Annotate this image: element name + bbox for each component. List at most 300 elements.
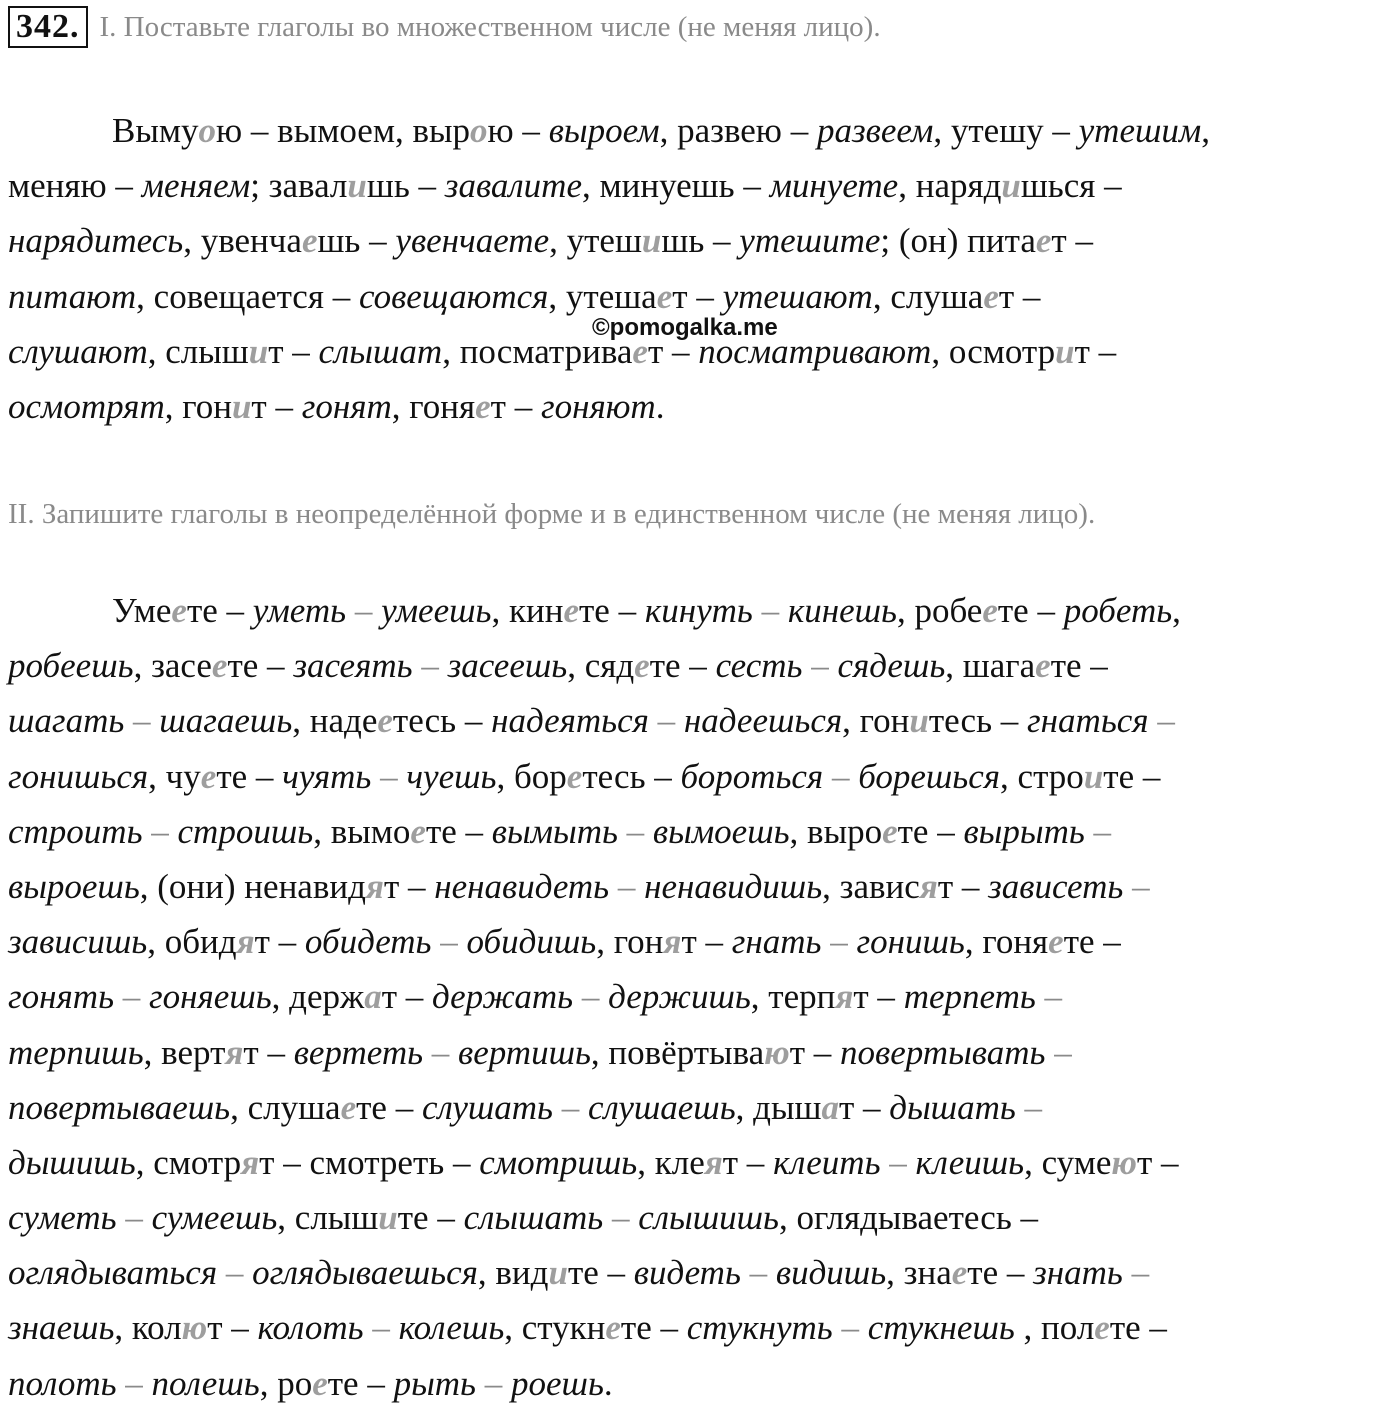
text-segment: – xyxy=(114,977,149,1017)
answer-word: борешься xyxy=(858,756,1001,796)
highlighted-vowel: е xyxy=(1094,1308,1110,1348)
exercise-number: 342. xyxy=(8,6,88,48)
answer-word: надеяться xyxy=(491,701,649,741)
highlighted-vowel: е xyxy=(171,591,187,630)
answer-word: ненавидеть xyxy=(434,866,610,906)
answer-word: гоняешь xyxy=(149,977,272,1017)
text-segment: , гоня xyxy=(391,386,476,426)
highlighted-vowel: я xyxy=(236,922,255,962)
answer-word: вертишь xyxy=(458,1032,591,1072)
highlighted-vowel: е xyxy=(1035,646,1051,686)
text-segment: , развею – xyxy=(659,111,817,150)
text-segment: – xyxy=(609,866,645,906)
answer-word: видеть xyxy=(633,1253,741,1293)
highlighted-vowel: е xyxy=(634,646,650,686)
text-segment: , утеш xyxy=(549,221,642,261)
text-segment: т – xyxy=(254,922,305,962)
text-segment: шь – xyxy=(366,166,445,206)
highlighted-vowel: и xyxy=(1083,756,1104,796)
text-segment: , слыш xyxy=(147,331,249,371)
highlighted-vowel: о xyxy=(470,111,488,150)
answer-word: рыть xyxy=(393,1363,476,1403)
text-segment: , слуша xyxy=(230,1087,341,1127)
text-segment: – xyxy=(617,811,653,851)
text-segment: т – xyxy=(1051,221,1093,261)
answer-word: утешим xyxy=(1078,111,1202,150)
text-segment: , завис xyxy=(822,866,920,906)
answer-word: оглядываться xyxy=(8,1253,218,1293)
answer-word: колоть xyxy=(257,1308,364,1348)
text-segment: те – xyxy=(1109,1308,1167,1348)
text-segment: т – xyxy=(647,331,699,371)
text-segment: – xyxy=(476,1363,511,1403)
highlighted-vowel: е xyxy=(312,1363,328,1403)
text-segment: , кин xyxy=(491,591,564,630)
answer-word: держишь xyxy=(608,977,751,1017)
answer-word: минуете xyxy=(769,166,899,206)
answer-word: слышишь xyxy=(638,1198,779,1238)
highlighted-vowel: е xyxy=(882,811,898,851)
answer-part-1 xyxy=(8,103,1396,434)
text-line xyxy=(8,1135,1396,1190)
answer-word: развеем xyxy=(816,111,934,150)
answer-word: шагать xyxy=(8,701,125,741)
answer-word: ненавидишь xyxy=(644,866,823,906)
text-segment: меняю – xyxy=(8,166,142,206)
text-segment: , наде xyxy=(292,701,378,741)
text-segment: те – xyxy=(1103,756,1161,796)
text-segment: т – xyxy=(672,276,723,316)
text-segment: , чу xyxy=(148,756,201,796)
text-line xyxy=(8,1080,1396,1135)
text-segment: , выро xyxy=(789,811,883,851)
answer-word: умеешь xyxy=(381,591,492,630)
highlighted-vowel: а xyxy=(364,977,382,1017)
text-segment: – xyxy=(346,591,382,630)
text-segment: – xyxy=(880,1142,916,1182)
text-segment: , гон xyxy=(164,386,232,426)
text-segment: те – xyxy=(997,591,1064,630)
text-segment: , слуша xyxy=(872,276,984,316)
text-segment: тесь – xyxy=(392,701,492,741)
text-segment: , оглядываетесь – xyxy=(778,1198,1039,1238)
highlighted-vowel: е xyxy=(656,276,673,316)
text-segment: – xyxy=(823,756,859,796)
answer-word: шагаешь xyxy=(159,701,293,741)
text-line xyxy=(8,158,1396,213)
text-segment: т – xyxy=(207,1308,258,1348)
highlighted-vowel: е xyxy=(301,221,318,261)
text-line xyxy=(8,103,1396,158)
highlighted-vowel: ю xyxy=(1111,1142,1137,1182)
answer-word: уметь xyxy=(252,591,347,630)
text-segment: , терп xyxy=(750,977,836,1017)
text-segment: те – xyxy=(397,1198,464,1238)
text-segment: т – xyxy=(1136,1142,1179,1182)
exercise-header xyxy=(8,6,881,48)
highlighted-vowel: я xyxy=(704,1142,723,1182)
answer-word: слышат xyxy=(318,331,443,371)
text-segment: – xyxy=(752,591,788,630)
answer-word: посматривают xyxy=(698,331,932,371)
highlighted-vowel: о xyxy=(198,111,217,150)
highlighted-vowel: е xyxy=(951,1253,968,1293)
highlighted-vowel: я xyxy=(663,922,682,962)
answer-word: строить xyxy=(8,811,143,851)
answer-word: гонять xyxy=(8,977,114,1017)
text-segment: , бор xyxy=(496,756,567,796)
highlighted-vowel: е xyxy=(563,591,579,630)
text-segment: , гон xyxy=(596,922,664,962)
text-segment: , ро xyxy=(259,1363,313,1403)
text-segment: – xyxy=(423,1032,459,1072)
highlighted-vowel: и xyxy=(378,1198,398,1238)
text-segment: т – xyxy=(681,922,732,962)
text-segment: – xyxy=(552,1087,588,1127)
text-segment: , осмотр xyxy=(931,331,1056,371)
answer-word: зависеть xyxy=(988,866,1124,906)
highlighted-vowel: е xyxy=(632,331,648,371)
highlighted-vowel: я xyxy=(919,866,938,906)
highlighted-vowel: а xyxy=(821,1087,839,1127)
text-segment: те – xyxy=(327,1363,394,1403)
highlighted-vowel: е xyxy=(340,1087,357,1127)
answer-word: слушаешь xyxy=(587,1087,736,1127)
text-segment: , кле xyxy=(637,1142,705,1182)
text-segment: шься – xyxy=(1020,166,1122,206)
answer-word: терпишь xyxy=(8,1032,144,1072)
highlighted-vowel: я xyxy=(365,866,384,906)
answer-word: бороться xyxy=(680,756,824,796)
highlighted-vowel: е xyxy=(211,646,228,686)
text-segment: – xyxy=(363,1308,399,1348)
text-segment: , стро xyxy=(1000,756,1084,796)
text-segment: те – xyxy=(620,1308,687,1348)
text-segment: тесь – xyxy=(582,756,681,796)
answer-word: надеешься xyxy=(683,701,843,741)
answer-word: слышать xyxy=(463,1198,604,1238)
highlighted-vowel: е xyxy=(605,1308,621,1348)
text-segment: – xyxy=(116,1363,152,1403)
answer-word: дышать xyxy=(889,1087,1016,1127)
text-segment: , (они) ненавид xyxy=(139,866,366,906)
text-segment: , обид xyxy=(147,922,237,962)
text-segment: т – xyxy=(490,386,541,426)
answer-word: меняем xyxy=(141,166,251,206)
text-line xyxy=(8,749,1396,804)
text-segment: шь – xyxy=(317,221,396,261)
text-segment: – xyxy=(1148,701,1175,741)
answer-word: полоть xyxy=(8,1363,117,1403)
text-segment: , кол xyxy=(114,1308,182,1348)
text-segment: , пол xyxy=(1014,1308,1095,1348)
answer-word: кинешь xyxy=(787,591,897,630)
text-segment: – xyxy=(1035,977,1063,1017)
highlighted-vowel: и xyxy=(1055,331,1075,371)
highlighted-vowel: ю xyxy=(764,1032,790,1072)
answer-word: чуешь xyxy=(406,756,497,796)
instruction-part-1: I. Поставьте глаголы во множественном числе (не меняя лицо). xyxy=(99,11,881,43)
answer-word: гнаться xyxy=(1027,701,1149,741)
text-line xyxy=(8,583,1396,638)
answer-word: утешите xyxy=(739,221,881,261)
text-segment: – xyxy=(802,646,838,686)
text-segment: – xyxy=(1122,1253,1150,1293)
text-segment: , xyxy=(1201,111,1210,150)
text-segment: те – xyxy=(227,646,294,686)
answer-word: смотришь xyxy=(479,1142,638,1182)
answer-word: засеешь xyxy=(447,646,568,686)
answer-word: роешь xyxy=(511,1363,604,1403)
text-segment: те – xyxy=(1063,922,1121,962)
text-line xyxy=(8,213,1396,268)
text-segment: тесь – xyxy=(928,701,1028,741)
answer-word: питают xyxy=(8,276,137,316)
text-segment: – xyxy=(573,977,609,1017)
text-segment: ю – xyxy=(487,111,549,150)
answer-word: слушать xyxy=(421,1087,553,1127)
highlighted-vowel: е xyxy=(475,386,491,426)
text-line xyxy=(8,693,1396,748)
text-segment: – xyxy=(648,701,684,741)
text-segment: т – xyxy=(1074,331,1117,371)
answer-word: держать xyxy=(432,977,574,1017)
text-segment: те – xyxy=(967,1253,1034,1293)
text-segment: – xyxy=(1015,1087,1043,1127)
answer-word: клеить xyxy=(773,1142,881,1182)
text-line xyxy=(8,914,1396,969)
answer-word: вырыть xyxy=(963,811,1085,851)
text-segment: – xyxy=(431,922,467,962)
text-segment: – xyxy=(821,922,857,962)
answer-word: клеишь xyxy=(915,1142,1025,1182)
text-segment: ; (он) пита xyxy=(880,221,1036,261)
text-segment: , смотр xyxy=(135,1142,242,1182)
highlighted-vowel: и xyxy=(248,331,269,371)
watermark: ©pomogalka.me xyxy=(592,314,778,341)
answer-word: обидеть xyxy=(304,922,432,962)
text-segment: , верт xyxy=(143,1032,226,1072)
answer-word: повертывать xyxy=(840,1032,1046,1072)
answer-word: выроешь xyxy=(8,866,140,906)
answer-word: совещаются xyxy=(358,276,549,316)
answer-word: суметь xyxy=(8,1198,117,1238)
text-segment: те – xyxy=(567,1253,634,1293)
text-segment: т – xyxy=(937,866,989,906)
answer-word: слушают xyxy=(8,331,148,371)
answer-word: повертываешь xyxy=(8,1087,231,1127)
instruction-part-2: II. Запишите глаголы в неопределённой форме и в единственном числе (не меняя лицо). xyxy=(8,498,1096,530)
text-segment: Выму xyxy=(112,111,199,150)
text-line xyxy=(8,1190,1396,1245)
text-segment: – xyxy=(1084,811,1112,851)
text-segment: . xyxy=(655,386,665,426)
answer-word: гонишься xyxy=(8,756,149,796)
text-segment: , вид xyxy=(477,1253,549,1293)
text-segment: , посматрива xyxy=(442,331,633,371)
text-segment: те – xyxy=(897,811,964,851)
text-line xyxy=(8,1025,1396,1080)
text-segment: т – xyxy=(268,331,319,371)
text-segment: Уме xyxy=(112,591,172,630)
highlighted-vowel: я xyxy=(225,1032,244,1072)
answer-word: колешь xyxy=(398,1308,505,1348)
answer-word: гонят xyxy=(301,386,392,426)
text-segment: – xyxy=(832,1308,868,1348)
answer-word: строишь xyxy=(177,811,314,851)
text-segment: те – xyxy=(425,811,492,851)
text-segment: т – xyxy=(838,1087,890,1127)
text-segment: , вымо xyxy=(313,811,411,851)
highlighted-vowel: е xyxy=(983,276,999,316)
answer-word: знаешь xyxy=(8,1308,115,1348)
highlighted-vowel: и xyxy=(909,701,929,741)
text-segment: т – xyxy=(853,977,904,1017)
text-segment: , наряд xyxy=(898,166,1002,206)
text-line xyxy=(8,969,1396,1024)
answer-word: терпеть xyxy=(903,977,1036,1017)
text-segment: , гон xyxy=(842,701,910,741)
highlighted-vowel: ю xyxy=(181,1308,208,1348)
answer-word: полешь xyxy=(151,1363,260,1403)
text-segment: – xyxy=(412,646,448,686)
text-segment: те – xyxy=(186,591,253,630)
highlighted-vowel: е xyxy=(566,756,583,796)
text-segment: , стукн xyxy=(504,1308,606,1348)
text-line xyxy=(8,804,1396,859)
text-segment: т – смотреть – xyxy=(259,1142,480,1182)
highlighted-vowel: я xyxy=(241,1142,260,1182)
text-segment: – xyxy=(217,1253,253,1293)
text-segment: , дыш xyxy=(735,1087,822,1127)
answer-word: вертеть xyxy=(293,1032,424,1072)
highlighted-vowel: е xyxy=(982,591,998,630)
highlighted-vowel: я xyxy=(835,977,854,1017)
text-segment: т – xyxy=(381,977,432,1017)
highlighted-vowel: и xyxy=(347,166,367,206)
text-segment: , выр xyxy=(394,111,471,150)
answer-word: обидишь xyxy=(466,922,597,962)
text-segment: т – xyxy=(722,1142,774,1182)
text-segment: т – xyxy=(251,386,302,426)
answer-word: стукнуть xyxy=(686,1308,833,1348)
text-segment: т – xyxy=(243,1032,294,1072)
text-segment: т – xyxy=(998,276,1041,316)
text-segment: – xyxy=(1045,1032,1072,1072)
highlighted-vowel: и xyxy=(1001,166,1021,206)
answer-word: сесть xyxy=(715,646,803,686)
answer-word: утешают xyxy=(722,276,873,316)
text-segment: те – xyxy=(216,756,283,796)
answer-word: гоняют xyxy=(540,386,656,426)
text-segment: т – xyxy=(383,866,435,906)
text-line xyxy=(8,1245,1396,1300)
text-segment: те – xyxy=(1050,646,1108,686)
answer-word: робеешь xyxy=(8,646,134,686)
text-segment: – xyxy=(740,1253,776,1293)
text-segment: – xyxy=(371,756,407,796)
highlighted-vowel: и xyxy=(231,386,252,426)
text-segment: шь – xyxy=(661,221,740,261)
answer-word: выроем xyxy=(548,111,660,150)
text-segment: – xyxy=(1123,866,1150,906)
answer-word: увенчаете xyxy=(395,221,550,261)
text-line xyxy=(8,1356,1396,1411)
answer-word: сядешь xyxy=(837,646,946,686)
answer-word: гонишь xyxy=(856,922,965,962)
text-segment: , увенча xyxy=(183,221,302,261)
answer-word: зависишь xyxy=(8,922,148,962)
answer-word: стукнешь xyxy=(867,1308,1015,1348)
text-segment: т – xyxy=(789,1032,841,1072)
text-segment: – xyxy=(124,701,160,741)
text-line xyxy=(8,379,1396,434)
text-segment: , робе xyxy=(896,591,983,630)
answer-word: засеять xyxy=(293,646,413,686)
highlighted-vowel: е xyxy=(410,811,426,851)
text-segment: те – xyxy=(649,646,716,686)
answer-word: дышишь xyxy=(8,1142,136,1182)
text-segment: , засе xyxy=(133,646,212,686)
text-segment: , совещается – xyxy=(136,276,359,316)
text-segment: – xyxy=(142,811,178,851)
text-segment: , шага xyxy=(945,646,1036,686)
text-line xyxy=(8,1300,1396,1355)
highlighted-vowel: е xyxy=(377,701,393,741)
answer-word: нарядитесь xyxy=(8,221,184,261)
highlighted-vowel: е xyxy=(1048,922,1064,962)
text-segment: , держ xyxy=(271,977,365,1017)
answer-word: знать xyxy=(1033,1253,1123,1293)
answer-word: вымыть xyxy=(491,811,618,851)
text-segment: , гоня xyxy=(964,922,1049,962)
text-segment: те – xyxy=(356,1087,422,1127)
text-segment: , xyxy=(1172,591,1181,630)
text-line xyxy=(8,638,1396,693)
text-segment: , слыш xyxy=(277,1198,379,1238)
text-segment: вымоем xyxy=(277,111,395,150)
answer-word: видишь xyxy=(775,1253,887,1293)
highlighted-vowel: е xyxy=(1035,221,1052,261)
text-segment: , утешу – xyxy=(933,111,1079,150)
text-segment: , повёртыва xyxy=(590,1032,765,1072)
text-segment: – xyxy=(603,1198,639,1238)
text-segment: те – xyxy=(579,591,645,630)
answer-word: кинуть xyxy=(644,591,753,630)
highlighted-vowel: и xyxy=(641,221,662,261)
text-segment: ; завал xyxy=(250,166,348,206)
text-segment: ю – xyxy=(216,111,278,150)
text-segment: , сяд xyxy=(567,646,635,686)
answer-word: гнать xyxy=(731,922,822,962)
highlighted-vowel: е xyxy=(200,756,217,796)
answer-word: сумеешь xyxy=(151,1198,278,1238)
text-segment: , зна xyxy=(886,1253,952,1293)
text-line xyxy=(8,859,1396,914)
answer-word: чуять xyxy=(282,756,372,796)
text-segment: , минуешь – xyxy=(581,166,770,206)
answer-word: вымоешь xyxy=(652,811,790,851)
text-segment: , утеша xyxy=(548,276,657,316)
text-segment: – xyxy=(116,1198,152,1238)
answer-word: робеть xyxy=(1063,591,1173,630)
text-segment: . xyxy=(603,1363,613,1403)
answer-word: оглядываешься xyxy=(252,1253,478,1293)
answer-word: завалите xyxy=(444,166,582,206)
answer-word: осмотрят xyxy=(8,386,165,426)
text-segment: , суме xyxy=(1024,1142,1112,1182)
answer-part-2 xyxy=(8,583,1396,1411)
